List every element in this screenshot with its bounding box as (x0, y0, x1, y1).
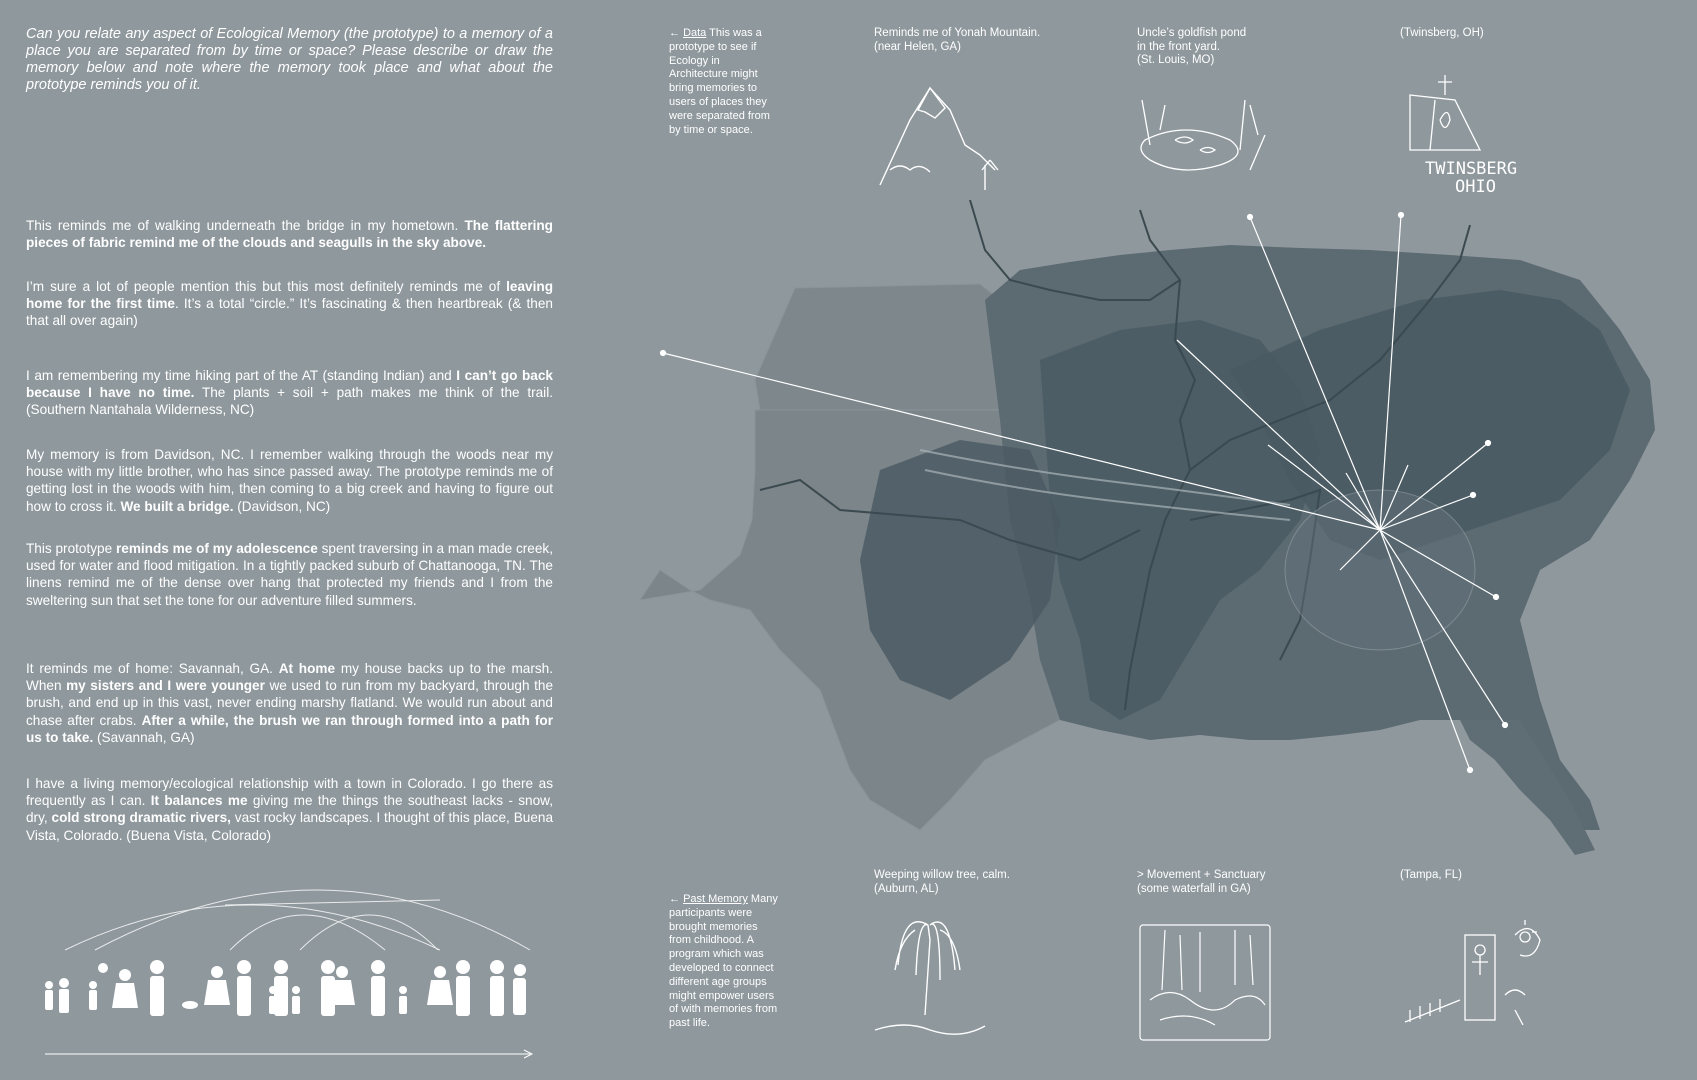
memory-highlight: We built a bridge. (120, 498, 234, 514)
twinsberg-table (1410, 95, 1480, 150)
figure-body-10 (292, 996, 300, 1014)
figure-body-8 (274, 976, 288, 1016)
willow-trunk (925, 925, 930, 1015)
arrow-left-icon: ← (669, 27, 680, 39)
dot-e (1494, 595, 1499, 600)
caption-yonah: Reminds me of Yonah Mountain. (near Helen, GA) (874, 27, 1041, 53)
line-c (1346, 473, 1380, 530)
figure-body-13 (371, 976, 385, 1016)
line-stlouis (1177, 340, 1380, 530)
dot-g (1503, 723, 1508, 728)
figure-body-17 (490, 976, 504, 1016)
tampa-figure (1472, 945, 1488, 975)
dot-tampa (1468, 768, 1473, 773)
caption-willow: Weeping willow tree, calm. (Auburn, AL) (874, 869, 1010, 895)
sketch-tampa (1405, 920, 1540, 1025)
pond-plants (1142, 100, 1265, 170)
data-note-text: This was a prototype to see if Ecology in Architecture might bring memories to users of places they were separated from by time or space. (669, 27, 770, 136)
sketch-willow (875, 922, 985, 1034)
figure-head-17 (490, 960, 504, 974)
memory-text: The plants + soil + path makes me think of the trail. (Southern Nantahala Wilderness, NC) (26, 385, 553, 418)
memory-response (26, 367, 553, 419)
river-mississippi (1125, 280, 1195, 710)
willow-branches (895, 922, 960, 980)
memory-text: my house backs up to the marsh. When (26, 661, 553, 694)
map-western-region (755, 284, 1015, 410)
figure-head-18 (514, 964, 526, 976)
memory-highlight: cold strong dramatic rivers, (51, 810, 231, 826)
dot-twinsberg (1399, 213, 1404, 218)
dog (182, 1001, 198, 1009)
figure-head-8 (274, 960, 288, 974)
caption-goldfish: Uncle’s goldfish pond in the front yard. (St. Louis, MO) (1137, 27, 1247, 66)
sketch-twinsberg (1410, 75, 1517, 197)
arc-1 (65, 905, 440, 950)
dot-yonah (1248, 215, 1253, 220)
figure-body-15 (427, 980, 453, 1005)
memory-text: vast rocky landscapes. I thought of this place, Buena Vista, Colorado. (Buena Vista, Colorado) (26, 810, 553, 843)
line-h (1268, 445, 1380, 530)
memory-text: giving me the things the southeast lacks - snow, dry, (26, 793, 553, 826)
figure-head-1 (45, 981, 53, 989)
map-texas-region (640, 410, 1100, 830)
line-a (1380, 443, 1488, 530)
memory-text: It reminds me of home: Savannah, GA. (26, 661, 279, 676)
memory-text: My memory is from Davidson, NC. I remember walking through the woods near my house with my little brother, who has since passed away. The prototype reminds me of getting lost in the woods with him, then coming to a big creek and having to figure out how to cross it. (26, 447, 553, 514)
figure-head-11 (321, 960, 335, 974)
memory-circle (1285, 490, 1475, 650)
figure-body-1 (45, 990, 53, 1010)
waterfall-falls (1162, 930, 1253, 992)
memory-highlight: The flattering pieces of fabric remind me of the clouds and seagulls in the sky above. (26, 218, 553, 251)
memory-text: spent traversing in a man made creek, used for water and flood mitigation. In a tightly packed suburb of Chattanooga, TN. The linens remind me of the dense over hang that protected my friends and I from the sweltering sun that set the tone for our adventure filled summers. (26, 541, 553, 608)
map-dark-band-2 (1230, 290, 1630, 560)
arrow-left-icon: ← (669, 893, 680, 905)
willow-ground (875, 1025, 985, 1034)
figure-body-14 (399, 996, 407, 1014)
data-note (669, 27, 779, 137)
sketch-mountain (880, 88, 998, 190)
memory-text: . It’s a total “circle.” It’s fascinating & then heartbreak (& then that all over again) (26, 296, 553, 329)
mountain-outline (880, 88, 995, 185)
memory-response (26, 540, 553, 609)
sketch-waterfall (1140, 925, 1270, 1040)
map-southeast-region (985, 245, 1655, 830)
tampa-fence (1405, 999, 1460, 1022)
memory-highlight: reminds me of my adolescence (115, 541, 318, 556)
balloon (98, 963, 108, 973)
figure-head-12 (336, 966, 348, 978)
figure-head-16 (456, 960, 470, 974)
figure-body-11 (321, 976, 335, 1016)
figure-body-6 (204, 980, 230, 1005)
figure-head-2 (59, 978, 69, 988)
memory-text: I’m sure a lot of people mention this but this most definitely reminds me of (26, 279, 507, 294)
dot-a (1486, 441, 1491, 446)
figure-body-7 (237, 976, 251, 1016)
memory-text: I am remembering my time hiking part of the AT (standing Indian) and (26, 368, 457, 383)
memory-text: (Davidson, NC) (233, 498, 331, 514)
figure-head-3 (89, 981, 97, 989)
line-colorado (663, 353, 1380, 530)
memory-highlight: my sisters and I were younger (66, 678, 265, 694)
figure-head-14 (399, 986, 407, 994)
arc-2 (95, 890, 530, 950)
twinsberg-text-2: OHIO (1455, 177, 1496, 197)
memory-text: we used to run from my backyard, through the brush, and end up in this vast, never ending marshy flatland. We would run about and chase after crabs. (26, 678, 554, 728)
memory-highlight: leaving home for the first time (26, 279, 553, 312)
river-missouri (970, 200, 1180, 300)
figure-body-3 (89, 990, 97, 1010)
line-f (1340, 530, 1380, 570)
river-arkansas (760, 480, 1140, 560)
memory-response (26, 446, 553, 515)
arc-4 (300, 915, 438, 950)
ribbon-2 (925, 470, 1290, 520)
arc-3 (230, 915, 385, 950)
line-g (1380, 530, 1505, 725)
map-florida (1460, 720, 1595, 855)
twinsberg-figure (1438, 75, 1452, 128)
figure-head-7 (237, 960, 251, 974)
prototype-ribbons (920, 450, 1290, 520)
past-memory-link[interactable]: Past Memory (683, 893, 748, 905)
river-ohio (1190, 225, 1470, 470)
dot-b (1471, 493, 1476, 498)
figure-body-18 (513, 978, 526, 1015)
caption-twinsberg: (Twinsberg, OH) (1400, 27, 1484, 39)
southeast-us-map (640, 200, 1655, 855)
figure-body-16 (456, 976, 470, 1016)
line-b (1380, 495, 1473, 530)
figure-head-5 (150, 960, 164, 974)
survey-prompt: Can you relate any aspect of Ecological Memory (the prototype) to a memory of a place you are separated from by time or space? Please describe or draw the memory below and note where the memory took place and what about the prototype reminds you of it. (26, 26, 553, 93)
mountain-trees (890, 160, 998, 190)
past-memory-text: Many participants were brought memories from childhood. A program which was developed to connect different age groups might empower users of with memories from past life. (669, 893, 778, 1030)
line-d (1380, 465, 1408, 530)
tampa-tree (1505, 929, 1540, 1025)
line-tampa (1380, 530, 1470, 770)
memory-highlight: At home (278, 661, 336, 676)
figure-body-9 (269, 996, 277, 1014)
figure-head-15 (434, 966, 446, 978)
memory-highlight: It balances me (150, 793, 248, 809)
line-twinsberg (1380, 215, 1401, 530)
figure-head-9 (269, 986, 277, 994)
map-dark-band-1 (1040, 320, 1320, 720)
past-memory-note (669, 893, 779, 1031)
timeline-arcs (65, 890, 530, 950)
memory-text: (Savannah, GA) (93, 729, 195, 745)
family-timeline (45, 890, 532, 1058)
line-e (1380, 530, 1496, 597)
memory-highlight: I can’t go back because I have no time. (26, 368, 553, 401)
line-yonah (1250, 217, 1380, 530)
memory-text: This prototype (26, 541, 116, 556)
waterfall-frame (1140, 925, 1270, 1040)
tampa-tower (1465, 935, 1495, 1020)
memory-response (26, 660, 553, 746)
mountain-snow (918, 88, 945, 118)
figure-body-12 (329, 980, 355, 1005)
dot-colorado (661, 351, 666, 356)
pond-outline (1141, 130, 1238, 170)
figure-head-4 (119, 969, 131, 981)
memory-response (26, 217, 553, 251)
data-link[interactable]: Data (683, 27, 707, 39)
tampa-sun (1520, 920, 1537, 942)
twinsberg-text-1: TWINSBERG (1425, 159, 1518, 179)
figure-body-5 (150, 976, 164, 1016)
memory-response (26, 278, 553, 330)
ribbon-1 (920, 450, 1290, 505)
figure-head-6 (211, 966, 223, 978)
memory-text: This reminds me of walking underneath the bridge in my hometown. (26, 218, 465, 233)
pond-fish (1175, 137, 1215, 153)
figure-head-13 (371, 960, 385, 974)
figure-head-10 (292, 986, 300, 994)
memory-lines (661, 213, 1508, 773)
memory-text: I have a living memory/ecological relationship with a town in Colorado. I go there as frequently as I can. (26, 776, 553, 809)
river-tennessee (1190, 490, 1320, 660)
arc-5 (225, 900, 440, 905)
map-dark-band-3 (860, 440, 1060, 700)
memory-response (26, 775, 553, 844)
caption-tampa: (Tampa, FL) (1400, 869, 1462, 881)
waterfall-rocks (1150, 993, 1265, 1026)
sketch-pond (1141, 100, 1265, 170)
figure-body-4 (112, 983, 138, 1008)
figure-body-2 (59, 989, 69, 1013)
map-rivers (760, 200, 1470, 710)
caption-waterfall: > Movement + Sanctuary (some waterfall in GA) (1137, 869, 1266, 895)
timeline-arrowhead (524, 1050, 532, 1058)
memory-highlight: After a while, the brush we ran through formed into a path for us to take. (26, 712, 553, 745)
family-figures (45, 960, 526, 1016)
